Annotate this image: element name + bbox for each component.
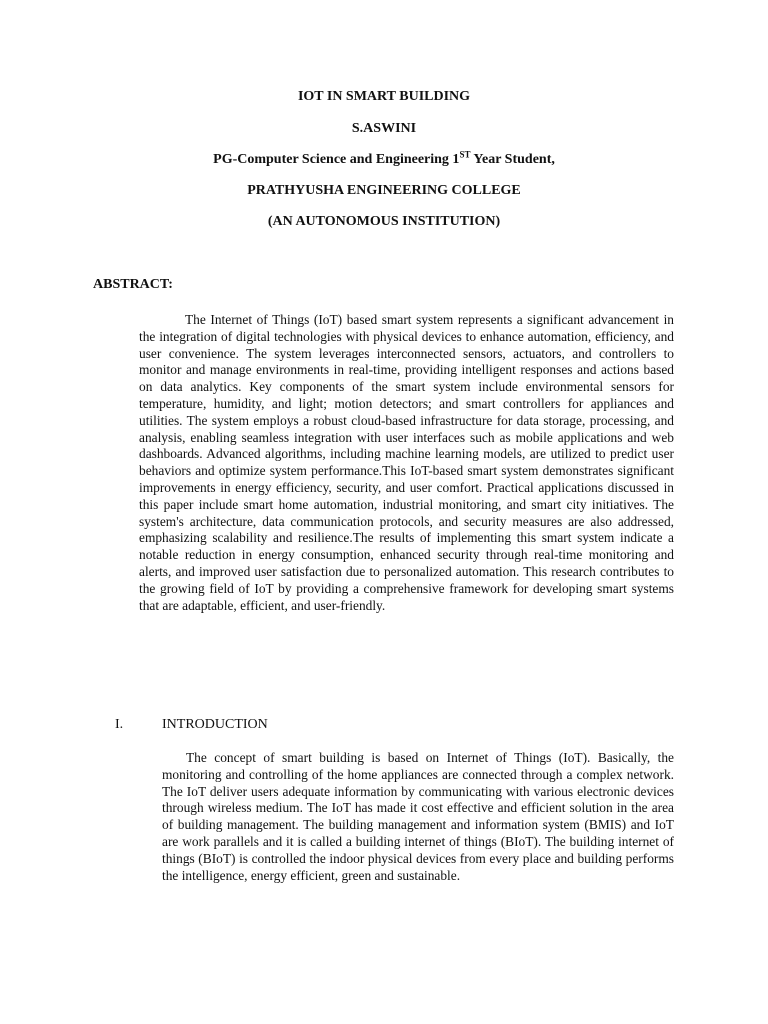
affiliation-suffix: Year Student, [470,152,555,167]
section-heading: INTRODUCTION [162,717,268,732]
abstract-body: The Internet of Things (IoT) based smart system represents a significant advancement in the integration of digital technologies with physical devices to enhance automation, efficiency, and user convenience. The system leverages interconnected sensors, actuators, and controllers to monitor and manage environments in real-time, providing intelligent responses and actions based on data analytics. Key components of the smart system include environmental sensors for temperature, humidity, and light; motion detectors; and smart controllers for appliances and utilities. The system employs a robust cloud-based infrastructure for data storage, processing, and analysis, enabling seamless integration with user interfaces such as mobile applications and web dashboards. Advanced algorithms, including machine learning models, are utilized to predict user behaviors and optimize system performance.This IoT-based smart system demonstrates significant improvements in energy efficiency, security, and user comfort. Practical applications discussed in this paper include smart home automation, industrial monitoring, and smart city initiatives. The system's architecture, data communication protocols, and security measures are also addressed, emphasizing scalability and resilience.The results of implementing this smart system indicate a notable reduction in energy consumption, enhanced security through real-time monitoring and alerts, and improved user satisfaction due to personalized automation. This research contributes to the growing field of IoT by providing a comprehensive framework for developing smart systems that are adaptable, efficient, and user-friendly. [139,312,674,613]
institution-type: (AN AUTONOMOUS INSTITUTION) [267,214,501,229]
abstract-heading: ABSTRACT: [93,277,173,292]
introduction-body: The concept of smart building is based on Internet of Things (IoT). Basically, the monitoring and controlling of the home appliances are connected through a complex network. The IoT deliver users adequate information by communicating with various electronic devices through wireless medium. The IoT has made it cost effective and efficient solution in the area of building management. The building management and information system (BMIS) and IoT are work parallels and it is called a building internet of things (BIoT). The building internet of things (BIoT) is controlled the indoor physical devices from every place and building performs the intelligence, energy efficient, green and sustainable. [162,750,674,883]
author-name: S.ASWINI [351,121,417,136]
affiliation-prefix: PG-Computer Science and Engineering 1 [213,152,460,167]
section-number: I. [115,717,124,732]
affiliation-superscript: ST [459,149,471,160]
paper-title: IOT IN SMART BUILDING [297,89,471,104]
college-name: PRATHYUSHA ENGINEERING COLLEGE [247,183,521,198]
author-affiliation [0,151,768,169]
